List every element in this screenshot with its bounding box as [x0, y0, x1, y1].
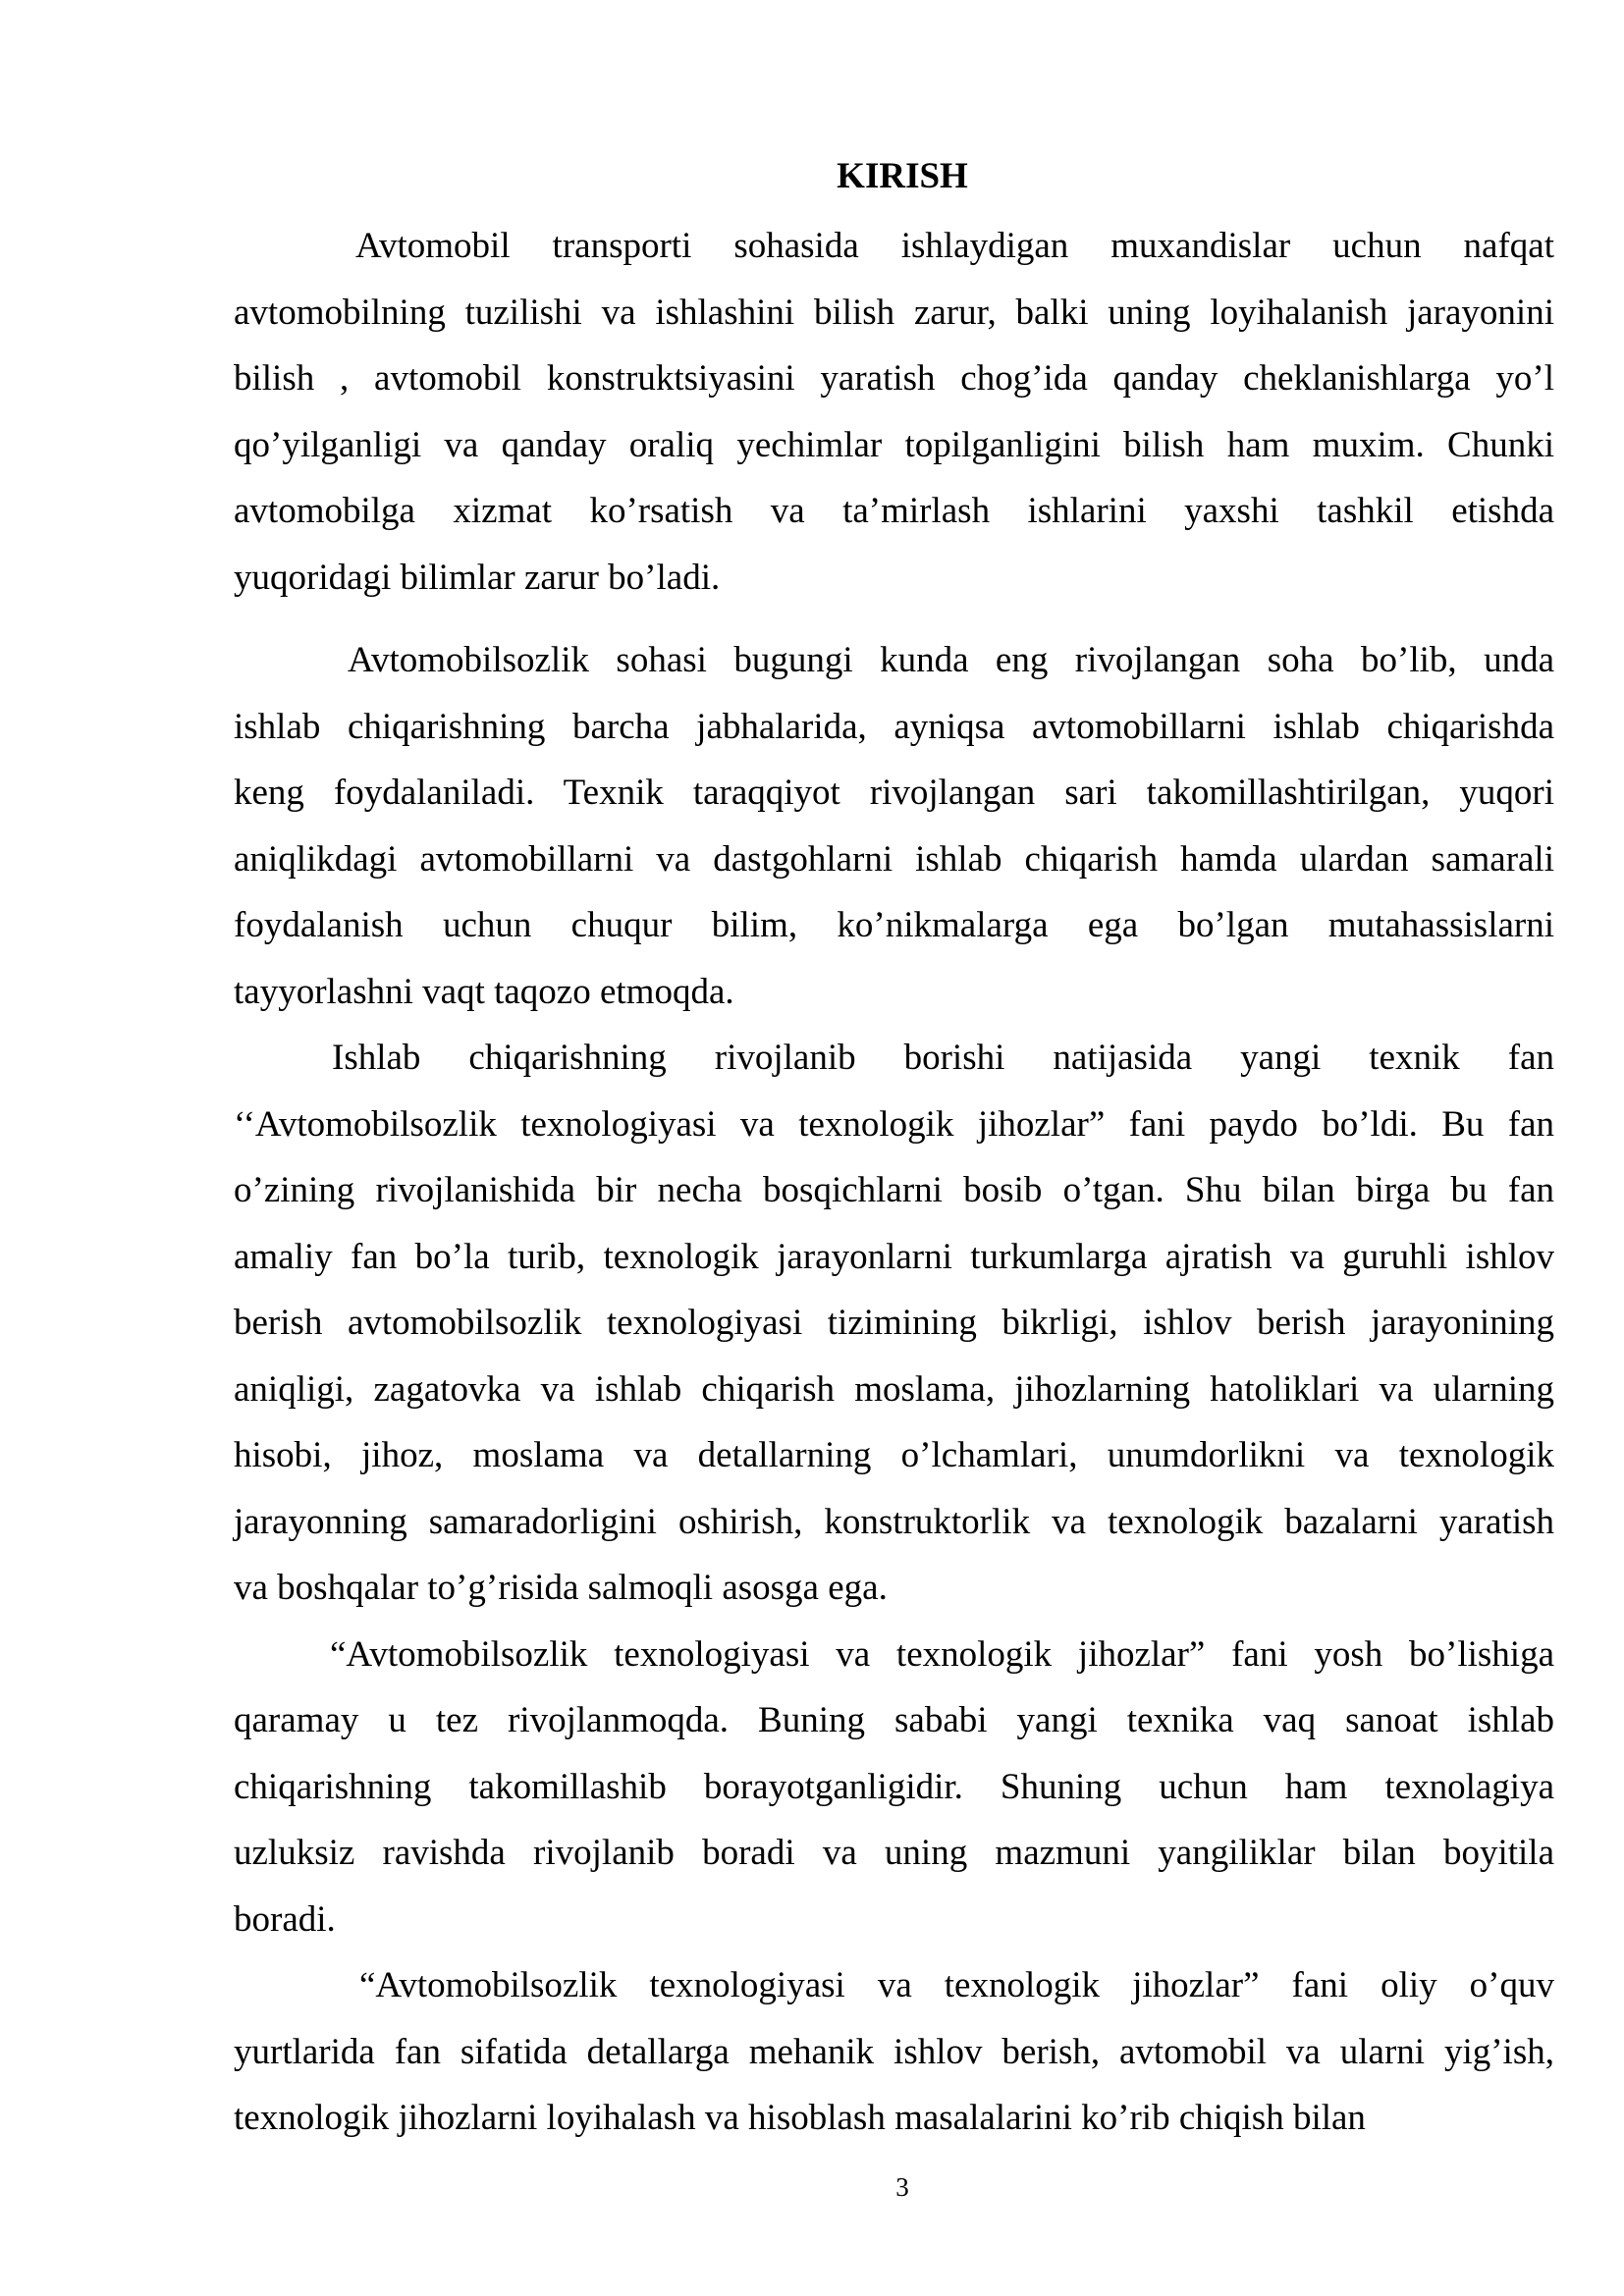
text-line: aniqlikdagi avtomobillarni va dastgohlarni ishlab chiqarish hamda ulardan samarali	[234, 838, 1554, 880]
text-line: o’zining rivojlanishida bir necha bosqichlarni bosib o’tgan. Shu bilan birga bu fan	[234, 1170, 1554, 1210]
document-title: KIRISH	[837, 156, 968, 196]
text-line: texnologik jihozlarni loyihalash va hisoblash masalalarini ko’rib chiqish bilan	[234, 2098, 1366, 2138]
text-line: keng foydalaniladi. Texnik taraqqiyot rivojlangan sari takomillashtirilgan, yuqori	[234, 773, 1554, 813]
page-number: 3	[895, 2172, 909, 2202]
text-line: “Avtomobilsozlik texnologiyasi va texnologik jihozlar” fani yosh bo’lishiga	[330, 1633, 1554, 1675]
paragraph	[234, 213, 1554, 611]
text-line: ‘‘Avtomobilsozlik texnologiyasi va texnologik jihozlar” fani paydo bo’ldi. Bu fan	[234, 1103, 1554, 1145]
text-line: ishlab chiqarishning barcha jabhalarida, ayniqsa avtomobillarni ishlab chiqarishda	[234, 706, 1554, 747]
text-line: Ishlab chiqarishning rivojlanib borishi natijasida yangi texnik fan	[332, 1038, 1554, 1078]
text-line: boradi.	[234, 1898, 336, 1940]
text-line: amaliy fan bo’la turib, texnologik jarayonlarni turkumlarga ajratish va guruhli ishlov	[234, 1236, 1554, 1277]
text-line: Avtomobil transporti sohasida ishlaydigan muxandislar uchun nafqat	[355, 226, 1554, 266]
text-line: “Avtomobilsozlik texnologiyasi va texnologik jihozlar” fani oliy o’quv	[359, 1965, 1554, 2005]
paragraph	[234, 1952, 1554, 2152]
text-line: jarayonning samaradorligini oshirish, konstruktorlik va texnologik bazalarni yaratish	[234, 1501, 1554, 1542]
text-line: uzluksiz ravishda rivojlanib boradi va uning mazmuni yangiliklar bilan boyitila	[234, 1833, 1554, 1873]
paragraph-gap	[234, 611, 1554, 627]
text-line: Avtomobilsozlik sohasi bugungi kunda eng rivojlangan soha bo’lib, unda	[348, 640, 1554, 680]
paragraph	[234, 1622, 1554, 1953]
text-line: avtomobilga xizmat ko’rsatish va ta’mirlash ishlarini yaxshi tashkil etishda	[234, 491, 1554, 531]
text-line: aniqligi, zagatovka va ishlab chiqarish moslama, jihozlarning hatoliklari va ularning	[234, 1368, 1554, 1410]
text-line: yuqoridagi bilimlar zarur bo’ladi.	[234, 557, 721, 598]
paragraph	[234, 1025, 1554, 1622]
document-body	[234, 213, 1554, 2152]
text-line: foydalanish uchun chuqur bilim, ko’nikmalarga ega bo’lgan mutahassislarni	[234, 905, 1554, 945]
text-line: hisobi, jihoz, moslama va detallarning o’lchamlari, unumdorlikni va texnologik	[234, 1435, 1554, 1475]
text-line: va boshqalar to’g’risida salmoqli asosga ega.	[234, 1568, 888, 1608]
text-line: yurtlarida fan sifatida detallarga mehanik ishlov berish, avtomobil va ularni yig’ish,	[234, 2031, 1554, 2072]
text-line: berish avtomobilsozlik texnologiyasi tizimining bikrligi, ishlov berish jarayonining	[234, 1303, 1554, 1343]
text-line: qo’yilganligi va qanday oraliq yechimlar topilganligini bilish ham muxim. Chunki	[234, 424, 1554, 465]
text-line: chiqarishning takomillashib borayotganligidir. Shuning uchun ham texnolagiya	[234, 1766, 1554, 1807]
paragraph	[234, 627, 1554, 1025]
text-line: tayyorlashni vaqt taqozo etmoqda.	[234, 971, 734, 1012]
text-line: qaramay u tez rivojlanmoqda. Buning sababi yangi texnika vaq sanoat ishlab	[234, 1700, 1554, 1740]
text-line: avtomobilning tuzilishi va ishlashini bilish zarur, balki uning loyihalanish jarayonini	[234, 292, 1554, 333]
text-line: bilish , avtomobil konstruktsiyasini yaratish chog’ida qanday cheklanishlarga yo’l	[234, 358, 1554, 399]
